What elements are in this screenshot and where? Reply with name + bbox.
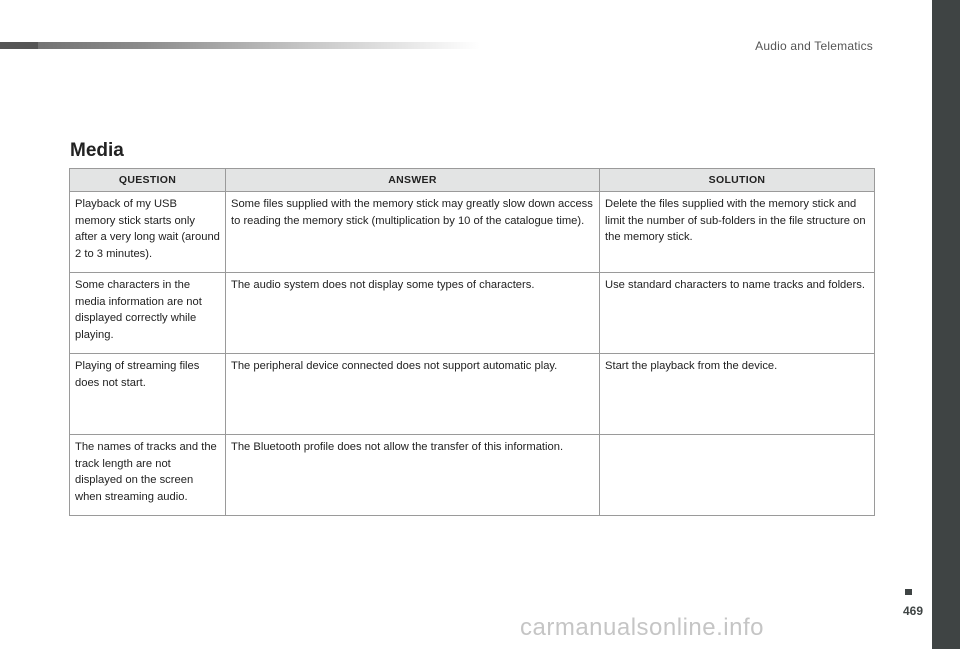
column-header-solution: SOLUTION: [600, 169, 875, 192]
question-cell: Some characters in the media information are not displayed correctly while playing.: [70, 273, 226, 354]
answer-cell: The audio system does not display some types of characters.: [226, 273, 600, 354]
solution-cell: Use standard characters to name tracks and folders.: [600, 273, 875, 354]
header-decoration-bar: [0, 42, 480, 49]
table-row: [70, 435, 875, 516]
solution-cell: [600, 435, 875, 516]
watermark: carmanualsonline.info: [520, 614, 764, 641]
page-title: Media: [70, 140, 124, 161]
column-header-question: QUESTION: [70, 169, 226, 192]
page-marker-square: [905, 589, 912, 595]
solution-cell: Start the playback from the device.: [600, 354, 875, 435]
table-header-row: [70, 169, 875, 192]
table-row: [70, 354, 875, 435]
question-cell: The names of tracks and the track length are not displayed on the screen when streaming audio.: [70, 435, 226, 516]
column-header-answer: ANSWER: [226, 169, 600, 192]
page-number: 469: [903, 604, 924, 618]
answer-cell: Some files supplied with the memory stick may greatly slow down access to reading the memory stick (multiplication by 10 of the catalogue time).: [226, 192, 600, 273]
answer-cell: The peripheral device connected does not support automatic play.: [226, 354, 600, 435]
section-title: Audio and Telematics: [755, 39, 873, 53]
question-cell: Playing of streaming files does not start.: [70, 354, 226, 435]
question-cell: Playback of my USB memory stick starts only after a very long wait (around 2 to 3 minutes).: [70, 192, 226, 273]
table-row: [70, 192, 875, 273]
table-row: [70, 273, 875, 354]
faq-table: [69, 168, 875, 516]
answer-cell: The Bluetooth profile does not allow the transfer of this information.: [226, 435, 600, 516]
solution-cell: Delete the files supplied with the memory stick and limit the number of sub-folders in the file structure on the memory stick.: [600, 192, 875, 273]
page-edge-band: [932, 0, 960, 649]
